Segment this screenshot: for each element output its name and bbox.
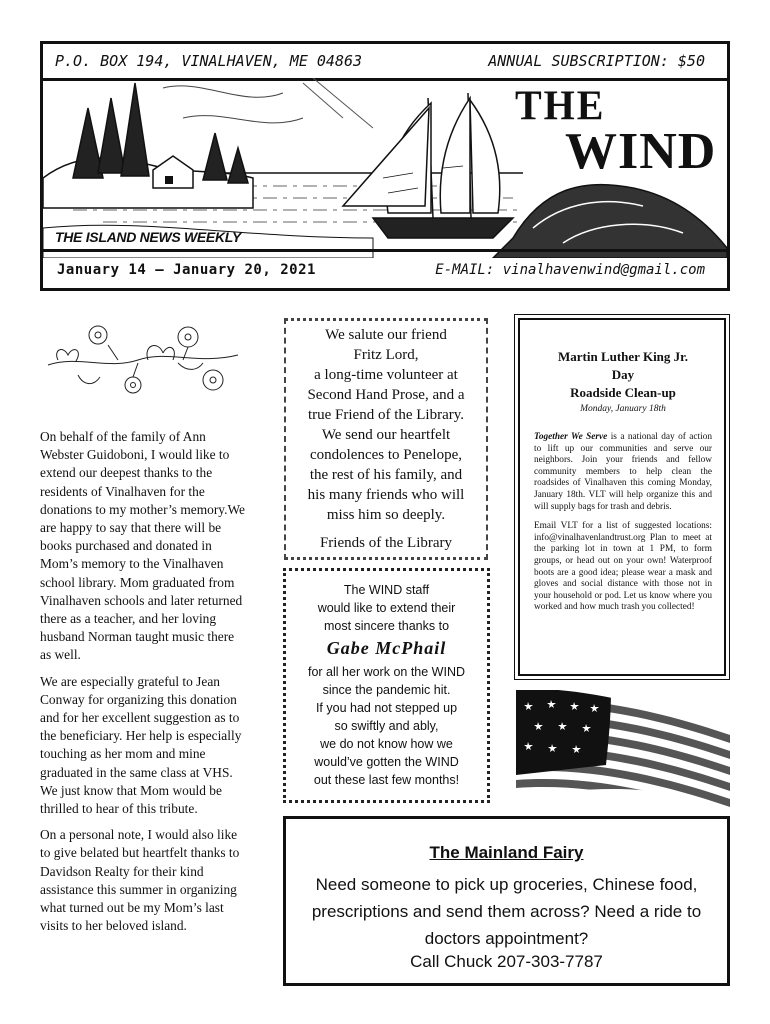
salute-line: a long-time volunteer at — [314, 367, 458, 383]
mlk-para1-text: is a national day of action to lift up our communities and serve our neighbors. Join your friends and fellow community members to help clean the roadsides of Vinalhaven this coming Monday, January 18th. VLT will help organize this and will supply bags for trash and debris. — [534, 432, 712, 512]
staff-thanks-notice — [283, 568, 490, 803]
staff-line: for all her work on the WIND — [308, 665, 465, 679]
salute-line: condolences to Penelope, — [309, 447, 463, 463]
fairy-body — [286, 871, 727, 952]
salute-signature: Friends of the Library — [319, 535, 453, 551]
mlk-body — [534, 432, 712, 614]
mlk-title-line: Roadside Clean-up — [570, 385, 676, 400]
floral-sketch-icon — [38, 315, 248, 405]
mlk-paragraph — [534, 432, 712, 513]
fairy-line: doctors appointment? — [424, 929, 589, 948]
mlk-title-line: Day — [611, 367, 635, 382]
thanks-letter — [40, 428, 248, 943]
mlk-title — [534, 348, 712, 402]
title-the: THE — [515, 81, 606, 130]
staff-line: out these last few months! — [313, 773, 460, 787]
staff-line: most sincere thanks to — [323, 619, 450, 633]
masthead-top-bar — [43, 44, 727, 81]
contact-email: E-MAIL: vinalhavenwind@gmail.com — [435, 262, 705, 278]
issue-dates: January 14 – January 20, 2021 — [57, 262, 316, 278]
fairy-title: The Mainland Fairy — [429, 843, 584, 862]
mlk-date: Monday, January 18th — [580, 404, 666, 414]
fairy-phone: Call Chuck 207-303-7787 — [410, 952, 603, 971]
masthead — [40, 41, 730, 291]
subscription-price: ANNUAL SUBSCRIPTION: $50 — [488, 52, 705, 70]
staff-line: since the pandemic hit. — [322, 683, 451, 697]
thanks-paragraph: On behalf of the family of Ann Webster Guidoboni, I would like to extend our deepest thanks to the residents of Vinalhaven for the donations to my mother’s memory.We are happy to say that there will be books purchased and donated in Mom’s memory to the Vinalhaven school library. Mom graduated from Vinalhaven schools and later returned there as a teacher, and her loving husband Norman taught music there as well. — [40, 429, 245, 663]
thanks-paragraph: We are especially grateful to Jean Conway for organizing this donation and for her excellent suggestion as to the beneficiary. Her help is especially touching as her mom and mine graduated in the same class at VHS. We just know that Mom would be thrilled to hear of this tribute. — [40, 673, 242, 817]
staff-line: would’ve gotten the WIND — [314, 755, 459, 769]
staff-line: would like to extend their — [317, 601, 456, 615]
title-wind: WIND — [565, 123, 717, 180]
salute-line: miss him so deeply. — [326, 507, 446, 523]
fairy-line: prescriptions and send them across? Need a ride to — [311, 902, 702, 921]
mlk-cleanup-notice — [514, 314, 730, 680]
mlk-inner-frame — [518, 318, 726, 676]
salute-line: Second Hand Prose, and a — [307, 387, 465, 403]
masthead-bottom-bar — [43, 249, 727, 288]
thanks-paragraph: On a personal note, I would also like to give belated but heartfelt thanks to Davidson Realty for their kind assistance this summer in organizing what turned out be my Mom’s last visits to her beloved island. — [40, 827, 240, 934]
mlk-title-line: Martin Luther King Jr. — [557, 349, 688, 364]
po-box: P.O. BOX 194, VINALHAVEN, ME 04863 — [55, 52, 363, 70]
american-flag-illustration-icon — [516, 690, 730, 808]
salute-notice — [284, 318, 488, 560]
tagline: THE ISLAND NEWS WEEKLY — [55, 229, 242, 245]
staff-line: we do not know how we — [320, 737, 453, 751]
staff-line: so swiftly and ably, — [334, 719, 439, 733]
salute-line: We salute our friend — [325, 327, 447, 343]
staff-line: The WIND staff — [343, 583, 430, 597]
mlk-paragraph: Email VLT for a list of suggested locations: info@vinalhavenlandtrust.org Plan to meet at the parking lot in town at 1 PM, to form groups, or head out on your own! Waterproof boots are a good idea; please wear a mask and gloves and social distance with those not in your household or pod. Let us know where you worked and how much trash you collected! — [534, 521, 712, 613]
staff-line: If you had not stepped up — [315, 701, 458, 715]
salute-line: We send our heartfelt — [321, 427, 451, 443]
honoree-name: Gabe McPhail — [326, 638, 447, 658]
salute-line: his many friends who will — [307, 487, 465, 503]
mlk-lead: Together We Serve — [534, 432, 608, 442]
mainland-fairy-ad — [283, 816, 730, 986]
salute-line: the rest of his family, and — [309, 467, 463, 483]
salute-line: Fritz Lord, — [353, 347, 419, 363]
fairy-line: Need someone to pick up groceries, Chinese food, — [315, 875, 698, 894]
salute-line: true Friend of the Library. — [307, 407, 465, 423]
